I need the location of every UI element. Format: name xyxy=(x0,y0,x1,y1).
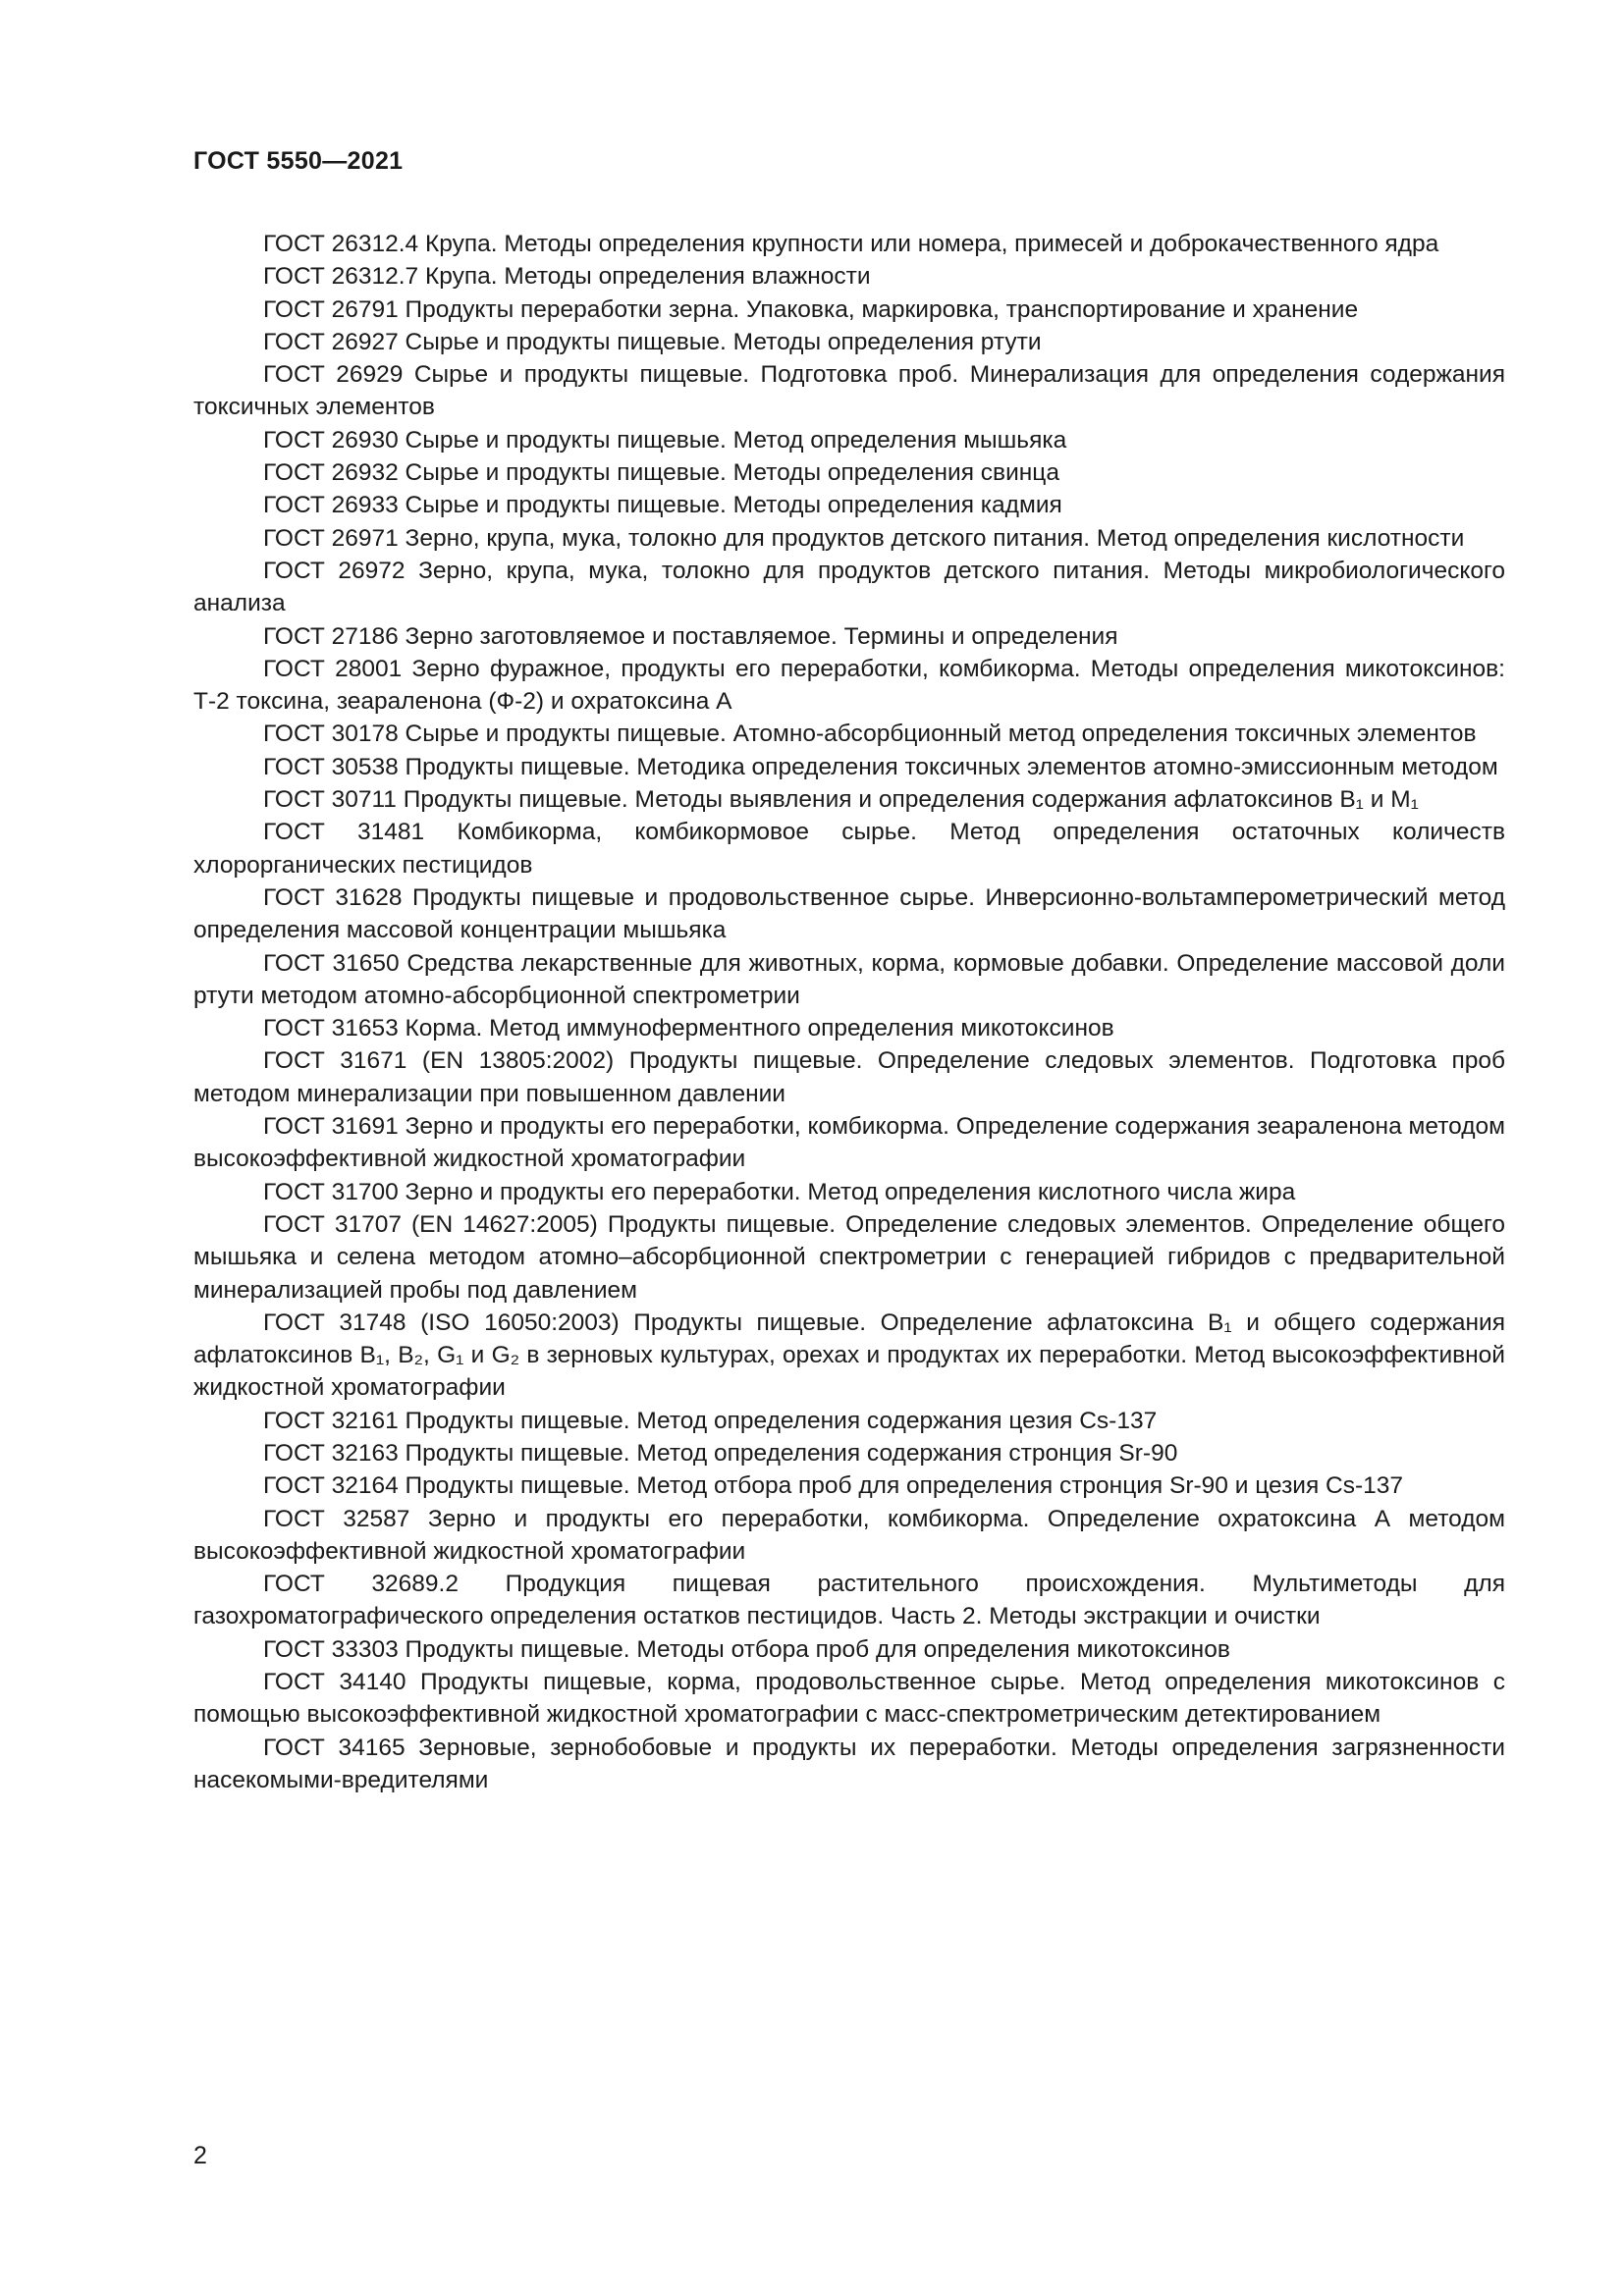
reference-item: ГОСТ 31653 Корма. Метод иммуноферментного определения микотоксинов xyxy=(263,1015,1114,1042)
reference-item: ГОСТ 26933 Сырье и продукты пищевые. Методы определения кадмия xyxy=(263,492,1062,519)
reference-item: ГОСТ 30711 Продукты пищевые. Методы выявления и определения содержания афлатоксинов B₁ и M₁ xyxy=(263,786,1419,814)
reference-item: ГОСТ 34140 Продукты пищевые, корма, продовольственное сырье. Метод определения микотоксинов с помощью высокоэффективной жидкостной хроматографии с масс-спектрометрическим детектированием xyxy=(193,1669,1505,1729)
reference-item: ГОСТ 31700 Зерно и продукты его переработки. Метод определения кислотного числа жира xyxy=(263,1178,1296,1205)
document-header: ГОСТ 5550—2021 xyxy=(193,147,404,175)
reference-item: ГОСТ 30178 Сырье и продукты пищевые. Атомно-абсорбционный метод определения токсичных элементов xyxy=(263,721,1477,748)
reference-item: ГОСТ 31707 (EN 14627:2005) Продукты пищевые. Определение следовых элементов. Определение общего мышьяка и селена методом атомно–абсорбционной спектрометрии с генерацией гибридов с предварительной минерализацией пробы под давлением xyxy=(193,1210,1505,1304)
page-number: 2 xyxy=(193,2142,207,2169)
reference-item: ГОСТ 26312.7 Крупа. Методы определения влажности xyxy=(263,263,871,291)
reference-item: ГОСТ 31481 Комбикорма, комбикормовое сырье. Метод определения остаточных количеств хлорорганических пестицидов xyxy=(193,819,1505,879)
reference-item: ГОСТ 26791 Продукты переработки зерна. Упаковка, маркировка, транспортирование и хранение xyxy=(263,295,1359,323)
reference-item: ГОСТ 31691 Зерно и продукты его переработки, комбикорма. Определение содержания зеараленона методом высокоэффективной жидкостной хроматографии xyxy=(193,1113,1505,1173)
reference-item: ГОСТ 32164 Продукты пищевые. Метод отбора проб для определения стронция Sr-90 и цезия Cs-137 xyxy=(263,1472,1404,1500)
reference-item: ГОСТ 28001 Зерно фуражное, продукты его переработки, комбикорма. Методы определения микотоксинов: Т-2 токсина, зеараленона (Ф-2) и охратоксина А xyxy=(193,655,1505,716)
reference-item: ГОСТ 27186 Зерно заготовляемое и поставляемое. Термины и определения xyxy=(263,622,1118,650)
reference-item: ГОСТ 26927 Сырье и продукты пищевые. Методы определения ртути xyxy=(263,328,1042,355)
reference-item: ГОСТ 26930 Сырье и продукты пищевые. Метод определения мышьяка xyxy=(263,426,1067,454)
reference-item: ГОСТ 32587 Зерно и продукты его переработки, комбикорма. Определение охратоксина А методом высокоэффективной жидкостной хроматографии xyxy=(193,1505,1505,1565)
normative-references-list xyxy=(193,228,1505,1796)
reference-item: ГОСТ 26932 Сырье и продукты пищевые. Методы определения свинца xyxy=(263,459,1059,487)
reference-item: ГОСТ 26972 Зерно, крупа, мука, толокно для продуктов детского питания. Методы микробиологического анализа xyxy=(193,557,1505,617)
reference-item: ГОСТ 34165 Зерновые, зернобобовые и продукты их переработки. Методы определения загрязненности насекомыми-вредителями xyxy=(193,1734,1505,1793)
reference-item: ГОСТ 26929 Сырье и продукты пищевые. Подготовка проб. Минерализация для определения содержания токсичных элементов xyxy=(193,361,1505,421)
reference-item: ГОСТ 33303 Продукты пищевые. Методы отбора проб для определения микотоксинов xyxy=(263,1635,1230,1663)
reference-item: ГОСТ 26971 Зерно, крупа, мука, толокно для продуктов детского питания. Метод определения кислотности xyxy=(263,524,1465,552)
reference-item: ГОСТ 32689.2 Продукция пищевая растительного происхождения. Мультиметоды для газохроматографического определения остатков пестицидов. Часть 2. Методы экстракции и очистки xyxy=(193,1571,1505,1630)
reference-item: ГОСТ 31628 Продукты пищевые и продовольственное сырье. Инверсионно-вольтамперометрический метод определения массовой концентрации мышьяка xyxy=(193,883,1505,944)
reference-item: ГОСТ 32163 Продукты пищевые. Метод определения содержания стронция Sr-90 xyxy=(263,1439,1178,1467)
reference-item: ГОСТ 31650 Средства лекарственные для животных, корма, кормовые добавки. Определение массовой доли ртути методом атомно-абсорбционной спектрометрии xyxy=(193,949,1505,1009)
reference-item: ГОСТ 30538 Продукты пищевые. Методика определения токсичных элементов атомно-эмиссионным методом xyxy=(263,753,1498,780)
reference-item: ГОСТ 32161 Продукты пищевые. Метод определения содержания цезия Cs-137 xyxy=(263,1407,1158,1434)
reference-item: ГОСТ 31748 (ISO 16050:2003) Продукты пищевые. Определение афлатоксина B₁ и общего содержания афлатоксинов B₁, B₂, G₁ и G₂ в зерновых культурах, орехах и продуктах их переработки. Метод высокоэффективной жидкостной хроматографии xyxy=(193,1308,1505,1402)
reference-item: ГОСТ 26312.4 Крупа. Методы определения крупности или номера, примесей и доброкачественного ядра xyxy=(263,231,1439,257)
reference-item: ГОСТ 31671 (EN 13805:2002) Продукты пищевые. Определение следовых элементов. Подготовка проб методом минерализации при повышенном давлении xyxy=(193,1047,1505,1107)
